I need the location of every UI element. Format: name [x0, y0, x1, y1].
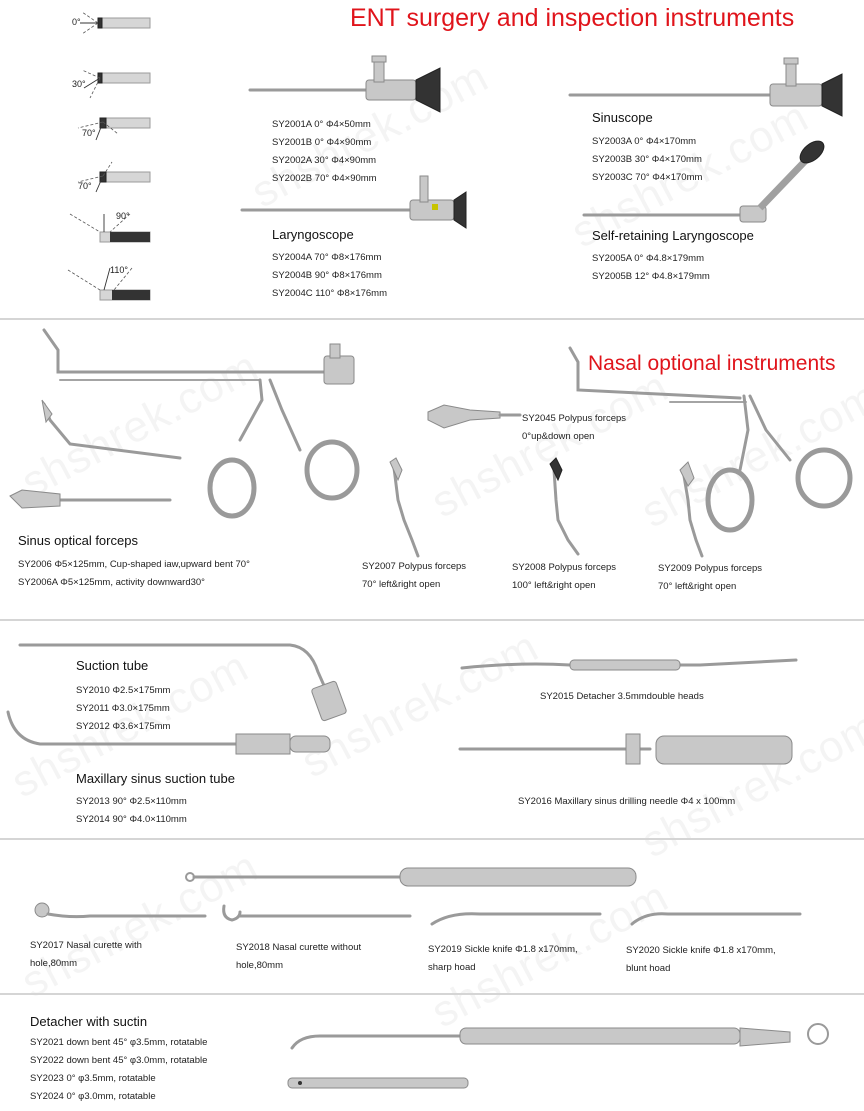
spec-line: SY2009 Polypus forceps	[658, 563, 763, 574]
section-divider	[0, 838, 864, 840]
sy2019-specs	[428, 941, 578, 977]
spec-line: SY2018 Nasal curette without	[236, 942, 362, 953]
spec-line: SY2004B 90° Φ8×176mm	[272, 270, 382, 281]
spec-line: SY2003A 0° Φ4×170mm	[592, 136, 697, 147]
suction-tube-specs	[76, 682, 170, 736]
polypus-forceps-sy2009-image	[680, 462, 702, 556]
suction-tube-heading: Suction tube	[76, 658, 149, 673]
sy2017-specs	[30, 937, 142, 973]
spec-line: SY2006A Φ5×125mm, activity downward30°	[18, 577, 205, 588]
self-retaining-laryngoscope-heading: Self-retaining Laryngoscope	[592, 228, 754, 243]
sickle-knife-sy2019-image	[432, 914, 600, 924]
spec-line: hole,80mm	[236, 960, 283, 971]
sy2001-specs	[272, 116, 377, 188]
spec-line: SY2004C 110° Φ8×176mm	[272, 288, 387, 299]
spec-line: SY2001A 0° Φ4×50mm	[272, 119, 371, 130]
spec-line: SY2006 Φ5×125mm, Cup-shaped iaw,upward bent 70°	[18, 559, 250, 570]
spec-line: SY2022 down bent 45° φ3.0mm, rotatable	[30, 1055, 208, 1066]
section-divider	[0, 619, 864, 621]
polypus-forceps-sy2045-image	[428, 405, 520, 428]
endoscope-sy2001	[250, 56, 440, 112]
drilling-needle-sy2016-image	[460, 734, 792, 764]
spec-line: SY2017 Nasal curette with	[30, 940, 142, 951]
polypus-forceps-sy2008-image	[550, 458, 578, 554]
curette-sy2017-image	[35, 903, 205, 917]
angle-label: 110°	[110, 265, 128, 275]
spec-line: 100° left&right open	[512, 580, 596, 591]
angle-label: 70°	[78, 181, 92, 191]
sy2009-specs	[658, 560, 762, 596]
detacher-suction-specs	[30, 1034, 207, 1106]
spec-line: SY2011 Φ3.0×175mm	[76, 703, 170, 714]
sy2015-label: SY2015 Detacher 3.5mmdouble heads	[540, 691, 704, 702]
detacher-sy2015-image	[462, 660, 796, 670]
detacher-suction-heading: Detacher with suctin	[30, 1014, 148, 1029]
section-divider	[0, 993, 864, 995]
sinuscope-specs	[592, 133, 702, 187]
self-retaining-specs	[592, 250, 710, 286]
sinus-forceps-image	[10, 330, 357, 516]
spec-line: SY2005B 12° Φ4.8×179mm	[592, 271, 710, 282]
spec-line: SY2012 Φ3.6×175mm	[76, 721, 171, 732]
spec-line: SY2023 0° φ3.5mm, rotatable	[30, 1073, 156, 1084]
sy2007-specs	[362, 558, 466, 594]
spec-line: SY2020 Sickle knife Φ1.8 x170mm,	[626, 945, 776, 956]
angle-label: 0°	[72, 17, 81, 27]
spec-line: SY2045 Polypus forceps	[522, 413, 627, 424]
spec-line: SY2001B 0° Φ4×90mm	[272, 137, 372, 148]
angle-label: 30°	[72, 79, 86, 89]
angle-diagram-90	[70, 214, 150, 242]
spec-line: SY2004A 70° Φ8×176mm	[272, 252, 382, 263]
angle-diagram-30	[82, 70, 150, 98]
polypus-forceps-sy2007-image	[390, 458, 418, 556]
angle-diagram-110	[68, 268, 150, 300]
sinus-forceps-specs	[18, 556, 250, 592]
spec-line: SY2014 90° Φ4.0×110mm	[76, 814, 187, 825]
detacher-suction-image	[288, 1024, 828, 1088]
sy2020-specs	[626, 942, 776, 978]
angle-diagram-0	[80, 12, 150, 34]
spec-line: SY2003C 70° Φ4×170mm	[592, 172, 703, 183]
page-title: ENT surgery and inspection instruments	[350, 4, 795, 32]
spec-line: SY2002B 70° Φ4×90mm	[272, 173, 377, 184]
spec-line: blunt hoad	[626, 963, 671, 974]
angle-label: 70°	[82, 128, 96, 138]
spec-line: SY2002A 30° Φ4×90mm	[272, 155, 377, 166]
spec-line: SY2007 Polypus forceps	[362, 561, 467, 572]
spec-line: SY2024 0° φ3.0mm, rotatable	[30, 1091, 156, 1102]
sinus-forceps-heading: Sinus optical forceps	[18, 533, 138, 548]
maxillary-suction-specs	[76, 793, 187, 829]
laryngoscope-specs	[272, 249, 387, 303]
spec-line: SY2008 Polypus forceps	[512, 562, 617, 573]
curette-sy2018-image	[224, 906, 410, 920]
spec-line: SY2010 Φ2.5×175mm	[76, 685, 171, 696]
spec-line: sharp hoad	[428, 962, 476, 973]
sy2045-specs	[522, 410, 626, 446]
spec-line: 70° left&right open	[362, 579, 441, 590]
laryngoscope-heading: Laryngoscope	[272, 227, 354, 242]
sickle-knife-sy2020-image	[632, 914, 800, 924]
sinuscope-image	[570, 58, 842, 116]
spec-line: SY2003B 30° Φ4×170mm	[592, 154, 702, 165]
sy2018-specs	[236, 939, 361, 975]
maxillary-suction-heading: Maxillary sinus suction tube	[76, 771, 235, 786]
spec-line: hole,80mm	[30, 958, 77, 969]
spec-line: SY2005A 0° Φ4.8×179mm	[592, 253, 704, 264]
sy2016-label: SY2016 Maxillary sinus drilling needle Φ4 x 100mm	[518, 796, 736, 807]
suction-tube-image	[20, 645, 347, 721]
nasal-section-title: Nasal optional instruments	[588, 352, 836, 375]
spec-line: SY2013 90° Φ2.5×110mm	[76, 796, 187, 807]
spec-line: 0°up&down open	[522, 431, 595, 442]
spec-line: 70° left&right open	[658, 581, 737, 592]
sy2008-specs	[512, 559, 616, 595]
curette-handle-image	[186, 868, 636, 886]
section-divider	[0, 318, 864, 320]
sinuscope-heading: Sinuscope	[592, 110, 653, 125]
spec-line: SY2019 Sickle knife Φ1.8 x170mm,	[428, 944, 578, 955]
angle-label: 90°	[116, 211, 130, 221]
spec-line: SY2021 down bent 45° φ3.5mm, rotatable	[30, 1037, 208, 1048]
